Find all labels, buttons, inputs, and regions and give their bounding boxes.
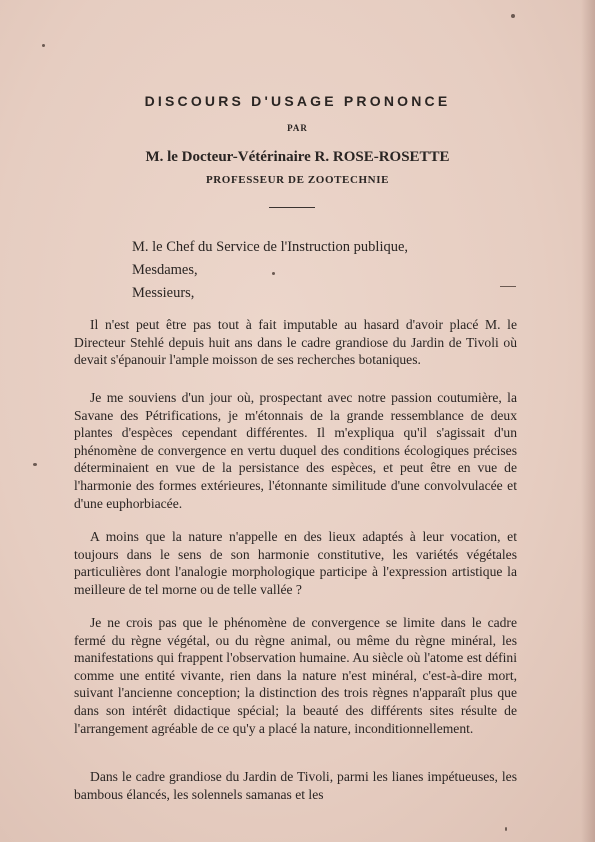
salutation-line-1: M. le Chef du Service de l'Instruction publique, [132,239,409,255]
separator-rule [269,207,315,208]
par-label: PAR [287,123,308,133]
paper-speck [33,463,37,466]
document-title: DISCOURS D'USAGE PRONONCE [144,93,451,109]
salutation-line-3: Messieurs, [132,285,195,301]
paragraph-5: Dans le cadre grandiose du Jardin de Tivoli, parmi les lianes impétueuses, les bambous élancés, les solennels samanas et les [74,769,517,802]
author-line: M. le Docteur-Vétérinaire R. ROSE-ROSETTE [145,149,450,165]
paragraph-2: Je me souviens d'un jour où, prospectant avec notre passion coutumière, la Savane des Pétrifications, je m'étonnais de la grande ressemblance de deux plantes d'espèces cependant différentes. Il m'expliqua qu'il s'agissait d'un phénomène de convergence en vertu duquel des conditions écologiques précises déterminaient en vue de la persistance des espèces, et peut être en vue de l'harmonie des formes extérieures, l'étonnante similitude d'une convolvulacée et d'une euphorbiacée. [74,390,517,511]
salutation-line-2: Mesdames, [132,262,198,278]
paper-scratch [500,286,516,287]
author-subtitle: PROFESSEUR DE ZOOTECHNIE [205,174,390,186]
paragraph-4: Je ne crois pas que le phénomène de convergence se limite dans le cadre fermé du règne végétal, ou du règne animal, ou même du règne minéral, les manifestations qui frappent l'observation humaine. Au siècle où l'atome est défini comme une entité vivante, rien dans la nature n'est minéral, c'est-à-dire mort, suivant l'ancienne conception; la distinction des trois règnes n'apparaît plus que dans son intérêt didactique spécial; la beauté des différents sites résulte de l'arrangement agréable de ce qu'y a placé la nature, inconditionnellement. [74,615,517,736]
paragraph-1: Il n'est peut être pas tout à fait imputable au hasard d'avoir placé M. le Directeur Stehlé depuis huit ans dans le cadre grandiose du Jardin de Tivoli où devait s'épanouir l'ample moisson de ses recherches botaniques. [74,317,517,368]
paragraph-3: A moins que la nature n'appelle en des lieux adaptés à leur vocation, et toujours dans le sens de son harmonie constitutive, les variétés végétales particulières dont l'analogie morphologique participe à l'expression artistique la meilleure de tel morne ou de telle vallée ? [74,529,517,597]
paper-speck [272,272,275,275]
paper-speck [511,14,515,18]
paper-speck [505,827,507,831]
paper-speck [42,44,45,47]
